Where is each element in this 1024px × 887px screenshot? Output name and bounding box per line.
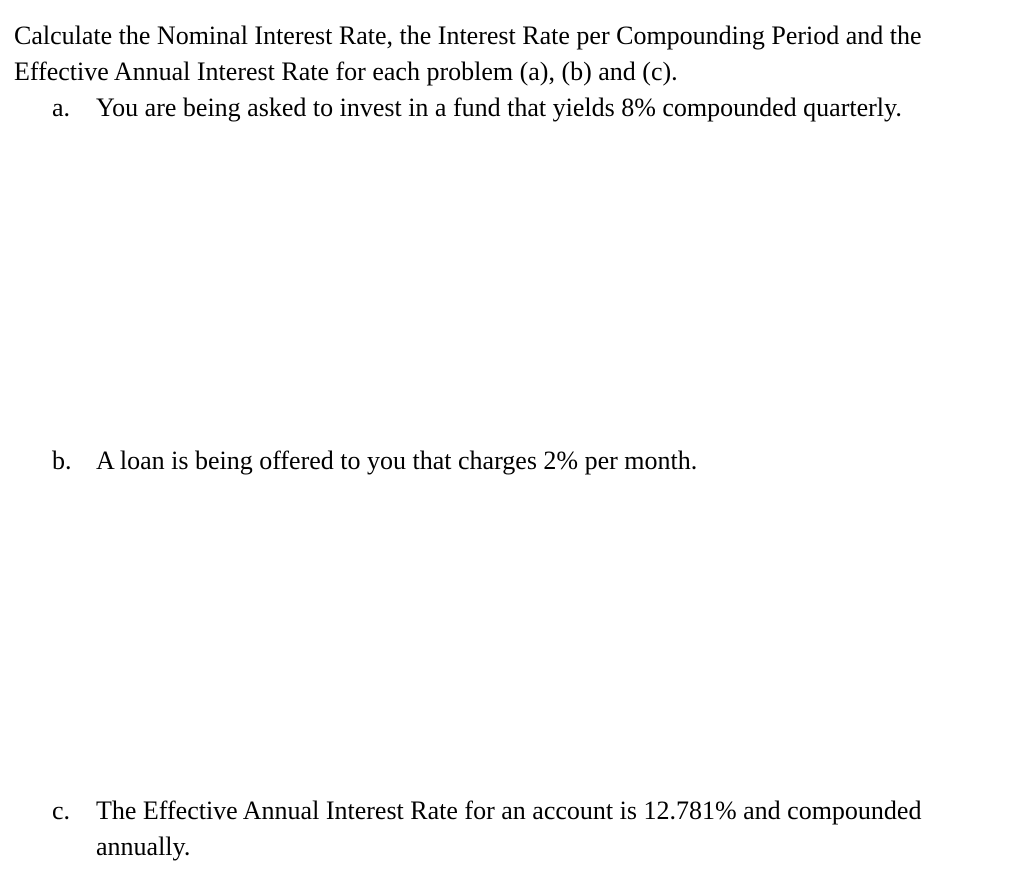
- problem-b: [52, 443, 1002, 479]
- problem-c-marker: c.: [52, 796, 71, 825]
- problem-b-answer-space: [96, 485, 996, 780]
- problem-a-text: You are being asked to invest in a fund that yields 8% compounded quarterly.: [96, 93, 902, 122]
- problem-b-text: A loan is being offered to you that charges 2% per month.: [96, 446, 698, 475]
- problem-a-answer-space: [96, 132, 996, 432]
- problem-c: [52, 793, 1002, 865]
- problem-c-text: The Effective Annual Interest Rate for an account is 12.781% and compounded annually.: [96, 796, 922, 861]
- problem-b-marker: b.: [52, 446, 72, 475]
- problem-a-marker: a.: [52, 93, 71, 122]
- problem-a: [52, 90, 1002, 126]
- instructions-paragraph: Calculate the Nominal Interest Rate, the Interest Rate per Compounding Period and the Effective Annual Interest Rate for each problem (a), (b) and (c).: [14, 21, 922, 86]
